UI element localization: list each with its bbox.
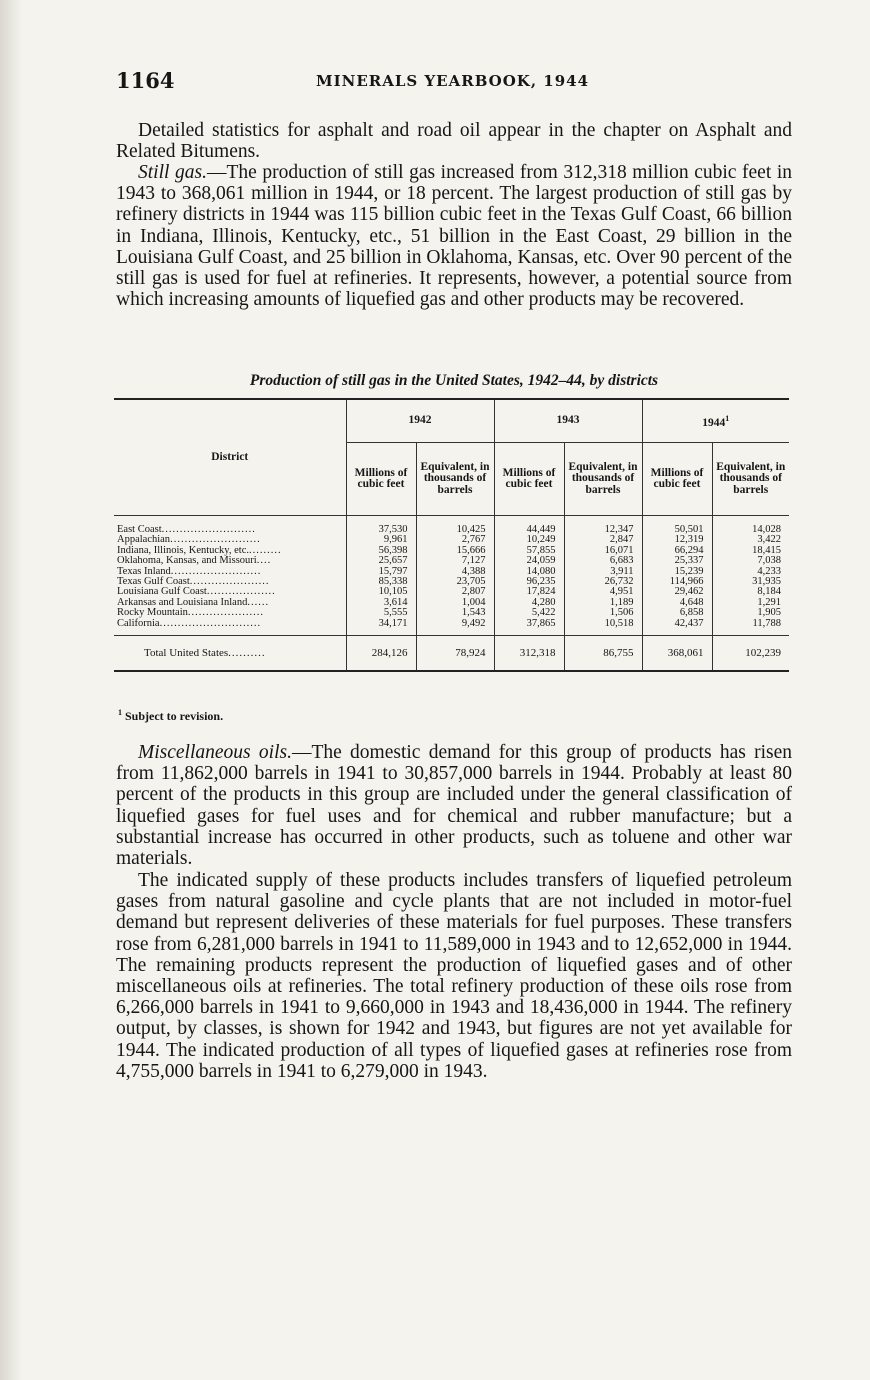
- cell-value: 15,666: [416, 546, 494, 556]
- district-name: Texas Gulf Coast: [117, 576, 190, 588]
- paragraph-asphalt: [116, 120, 792, 162]
- cell-value: 1,291: [712, 598, 789, 608]
- cell-value: 2,767: [416, 535, 494, 545]
- total-label: Total United States: [144, 646, 229, 659]
- cell-value: 1,004: [416, 598, 494, 608]
- table-row: Oklahoma, Kansas, and Missouri.... 25,657 7,127 24,059 6,683 25,337 7,038: [114, 556, 789, 566]
- cell-value: 10,249: [494, 535, 564, 545]
- page-header: [116, 68, 786, 98]
- cell-value: 16,071: [564, 546, 642, 556]
- cell-value: 11,788: [712, 619, 789, 636]
- cell-value: 1,905: [712, 608, 789, 618]
- district-name: Texas Inland: [117, 565, 171, 577]
- col-bbl-1944: Equivalent, in thousands of barrels: [712, 443, 789, 516]
- cell-value: 8,184: [712, 587, 789, 597]
- cell-value: 2,807: [416, 587, 494, 597]
- cell-value: 26,732: [564, 577, 642, 587]
- table-title: Production of still gas in the United States, 1942–44, by districts: [249, 372, 659, 389]
- table-row: Louisiana Gulf Coast................... 10,105 2,807 17,824 4,951 29,462 8,184: [114, 587, 789, 597]
- table-row: Rocky Mountain..................... 5,555 1,543 5,422 1,506 6,858 1,905: [114, 608, 789, 618]
- cell-value: 66,294: [642, 546, 712, 556]
- cell-value: 3,614: [346, 598, 416, 608]
- cell-value: 4,233: [712, 567, 789, 577]
- district-name: Rocky Mountain: [117, 607, 188, 619]
- cell-value: 18,415: [712, 546, 789, 556]
- table-row: Texas Inland......................... 15,797 4,388 14,080 3,911 15,239 4,233: [114, 567, 789, 577]
- district-name: Arkansas and Louisiana Inland: [117, 596, 248, 608]
- cell-value: 6,858: [642, 608, 712, 618]
- still-gas-text: —The production of still gas increased from 312,318 million cubic feet in 1943 to 368,061 million in 1944, or 18 percent. The largest production of still gas by refinery districts in 1944 was 115 billion cubic feet in the Texas Gulf Coast, 66 billion in Indiana, Illinois, Kentucky, etc., 51 billion in the East Coast, 29 billion in the Louisiana Gulf Coast, and 25 billion in Oklahoma, Kansas, etc. Over 90 percent of the still gas is used for fuel at refineries. It represents, however, a potential source from which increasing amounts of liquefied gas and other products may be recovered.: [116, 162, 792, 311]
- cell-value: 15,239: [642, 567, 712, 577]
- footnote-mark: 1: [118, 708, 122, 717]
- cell-value: 29,462: [642, 587, 712, 597]
- cell-value: 1,543: [416, 608, 494, 618]
- total-value: 102,239: [712, 636, 789, 672]
- cell-value: 3,911: [564, 567, 642, 577]
- cell-value: 17,824: [494, 587, 564, 597]
- col-mcf-1942: Millions of cubic feet: [346, 443, 416, 516]
- paragraph-still-gas: [116, 162, 792, 310]
- district-name: Louisiana Gulf Coast: [117, 586, 207, 598]
- cell-value: 12,347: [564, 516, 642, 536]
- cell-value: 25,657: [346, 556, 416, 566]
- cell-value: 50,501: [642, 516, 712, 536]
- col-bbl-1942: Equivalent, in thousands of barrels: [416, 443, 494, 516]
- misc-oils-lead: Miscellaneous oils.: [138, 742, 292, 763]
- cell-value: 85,338: [346, 577, 416, 587]
- table-row: California............................ 34,171 9,492 37,865 10,518 42,437 11,788: [114, 619, 789, 636]
- district-name: Indiana, Illinois, Kentucky, etc.: [117, 544, 249, 556]
- cell-value: 96,235: [494, 577, 564, 587]
- cell-value: 7,038: [712, 556, 789, 566]
- footnote-text: Subject to revision.: [125, 709, 224, 723]
- cell-value: 14,080: [494, 567, 564, 577]
- cell-value: 23,705: [416, 577, 494, 587]
- total-row: Total United States.......... 284,126 78,924 312,318 86,755 368,061 102,239: [114, 636, 789, 672]
- total-value: 284,126: [346, 636, 416, 672]
- cell-value: 5,422: [494, 608, 564, 618]
- cell-value: 42,437: [642, 619, 712, 636]
- cell-value: 5,555: [346, 608, 416, 618]
- still-gas-lead: Still gas.: [138, 162, 207, 183]
- running-title: MINERALS YEARBOOK, 1944: [316, 72, 590, 90]
- cell-value: 14,028: [712, 516, 789, 536]
- district-name: Appalachian: [117, 534, 171, 546]
- paragraph-supply: [116, 870, 792, 1082]
- cell-value: 37,865: [494, 619, 564, 636]
- table-row: Arkansas and Louisiana Inland...... 3,614 1,004 4,280 1,189 4,648 1,291: [114, 598, 789, 608]
- year-header-1942: 1942: [346, 399, 494, 443]
- cell-value: 3,422: [712, 535, 789, 545]
- cell-value: 114,966: [642, 577, 712, 587]
- cell-value: 10,105: [346, 587, 416, 597]
- total-value: 312,318: [494, 636, 564, 672]
- cell-value: 56,398: [346, 546, 416, 556]
- cell-value: 15,797: [346, 567, 416, 577]
- cell-value: 37,530: [346, 516, 416, 536]
- cell-value: 2,847: [564, 535, 642, 545]
- cell-value: 10,425: [416, 516, 494, 536]
- district-header: District: [114, 399, 346, 516]
- cell-value: 24,059: [494, 556, 564, 566]
- cell-value: 4,280: [494, 598, 564, 608]
- total-value: 78,924: [416, 636, 494, 672]
- cell-value: 57,855: [494, 546, 564, 556]
- table-row: Appalachian......................... 9,961 2,767 10,249 2,847 12,319 3,422: [114, 535, 789, 545]
- total-value: 86,755: [564, 636, 642, 672]
- supply-text: The indicated supply of these products includes transfers of liquefied petroleum gases from natural gasoline and cycle plants that are not included in motor-fuel demand but represent deliveries of these materials for fuel purposes. These transfers rose from 6,281,000 barrels in 1941 to 11,589,000 in 1943 and to 12,652,000 in 1944. The remaining products represent the production of liquefied gases and of other miscellaneous oils at refineries. The total refinery production of these oils rose from 6,266,000 barrels in 1941 to 9,660,000 in 1943 and 18,436,000 in 1944. The refinery output, by classes, is shown for 1942 and 1943, but figures are not yet available for 1944. The indicated production of all types of liquefied gases at refineries rose from 4,755,000 barrels in 1941 to 6,279,000 in 1943.: [116, 870, 792, 1082]
- cell-value: 10,518: [564, 619, 642, 636]
- cell-value: 9,492: [416, 619, 494, 636]
- footnote-mark: 1: [725, 413, 730, 423]
- table-footnote: [118, 708, 223, 724]
- col-bbl-1943: Equivalent, in thousands of barrels: [564, 443, 642, 516]
- cell-value: 31,935: [712, 577, 789, 587]
- district-name: East Coast: [117, 524, 162, 535]
- cell-value: 1,189: [564, 598, 642, 608]
- cell-value: 12,319: [642, 535, 712, 545]
- page-number: 1164: [116, 68, 175, 93]
- paragraph-asphalt-text: Detailed statistics for asphalt and road oil appear in the chapter on Asphalt and Related Bitumens.: [116, 120, 792, 163]
- cell-value: 4,388: [416, 567, 494, 577]
- cell-value: 1,506: [564, 608, 642, 618]
- cell-value: 6,683: [564, 556, 642, 566]
- cell-value: 44,449: [494, 516, 564, 536]
- table-row: East Coast.......................... 37,530 10,425 44,449 12,347 50,501 14,028: [114, 516, 789, 536]
- cell-value: 25,337: [642, 556, 712, 566]
- paragraph-misc-oils: [116, 742, 792, 869]
- year-header-1944: 1944$^1$: [642, 399, 789, 443]
- misc-oils-text: —The domestic demand for this group of products has risen from 11,862,000 barrels in 1941 to 30,857,000 barrels in 1944. Probably at least 80 percent of the products in this group are included under the general classification of liquefied gases for fuel uses and for chemical and rubber manufacture; but a substantial increase has occurred in other products, such as toluene and other war materials.: [116, 742, 792, 870]
- still-gas-table: [114, 398, 789, 672]
- table-row: Texas Gulf Coast...................... 85,338 23,705 96,235 26,732 114,966 31,935: [114, 577, 789, 587]
- table-row: Indiana, Illinois, Kentucky, etc.......... 56,398 15,666 57,855 16,071 66,294 18,415: [114, 546, 789, 556]
- district-name: California: [117, 617, 160, 629]
- col-mcf-1943: Millions of cubic feet: [494, 443, 564, 516]
- cell-value: 7,127: [416, 556, 494, 566]
- total-value: 368,061: [642, 636, 712, 672]
- cell-value: 9,961: [346, 535, 416, 545]
- cell-value: 4,648: [642, 598, 712, 608]
- district-name: Oklahoma, Kansas, and Missouri: [117, 555, 257, 567]
- col-mcf-1944: Millions of cubic feet: [642, 443, 712, 516]
- page-edge-shadow: [0, 0, 22, 1380]
- year-header-1943: 1943: [494, 399, 642, 443]
- cell-value: 4,951: [564, 587, 642, 597]
- cell-value: 34,171: [346, 619, 416, 636]
